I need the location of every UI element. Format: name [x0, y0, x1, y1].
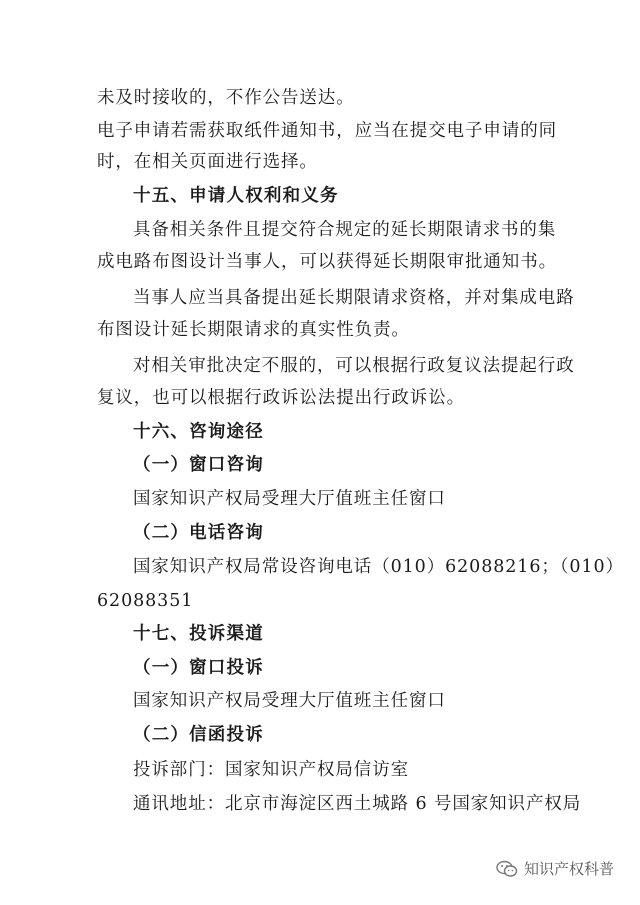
wechat-icon: [496, 860, 518, 878]
subsection-heading: （二）信函投诉: [133, 725, 264, 745]
body-line: 具备相关条件且提交符合规定的延长期限请求书的集: [133, 220, 557, 240]
body-line: 国家知识产权局受理大厅值班主任窗口: [133, 489, 446, 509]
watermark: [496, 858, 614, 879]
body-line: 复议，也可以根据行政诉讼法提出行政诉讼。: [97, 388, 465, 408]
section-heading-15: 十五、申请人权利和义务: [133, 186, 339, 206]
section-heading-17: 十七、投诉渠道: [133, 624, 264, 644]
body-line: 通讯地址：北京市海淀区西土城路 6 号国家知识产权局: [133, 794, 582, 814]
subsection-heading: （一）窗口咨询: [133, 455, 264, 475]
body-line: 未及时接收的，不作公告送达。: [97, 88, 355, 108]
body-line: 电子申请若需获取纸件通知书，应当在提交电子申请的同: [97, 121, 557, 141]
body-line: 国家知识产权局常设咨询电话（010）62088216；（010）: [133, 557, 624, 577]
subsection-heading: （二）电话咨询: [133, 523, 264, 543]
body-line: 时，在相关页面进行选择。: [97, 152, 318, 172]
body-line: 布图设计延长期限请求的真实性负责。: [97, 320, 410, 340]
watermark-text: 知识产权科普: [523, 860, 614, 878]
subsection-heading: （一）窗口投诉: [133, 658, 264, 678]
body-line: 成电路布图设计当事人，可以获得延长期限审批通知书。: [97, 252, 557, 272]
body-line: 对相关审批决定不服的，可以根据行政复议法提起行政: [133, 356, 575, 376]
body-line: 当事人应当具备提出延长期限请求资格，并对集成电路: [133, 288, 575, 308]
body-line: 国家知识产权局受理大厅值班主任窗口: [133, 691, 446, 711]
section-heading-16: 十六、咨询途径: [133, 422, 264, 442]
body-line: 62088351: [97, 591, 194, 611]
body-line: 投诉部门：国家知识产权局信访室: [133, 760, 409, 780]
